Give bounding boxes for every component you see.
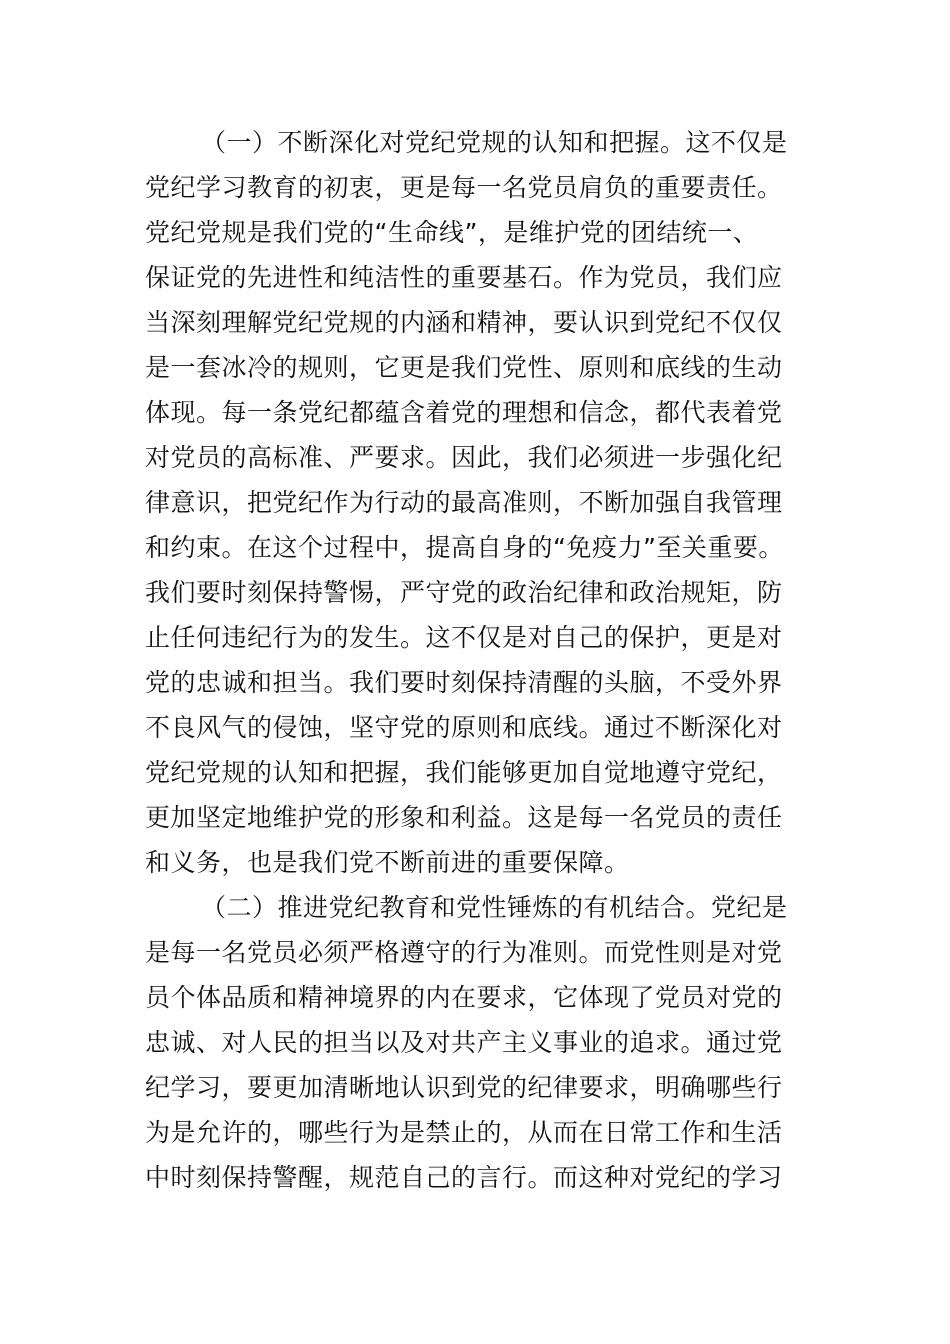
paragraph-line: 纪学习，要更加清晰地认识到党的纪律要求，明确哪些行: [145, 1073, 783, 1102]
paragraph-line: 中时刻保持警醒，规范自己的言行。而这种对党纪的学习: [145, 1163, 783, 1192]
paragraph-line: （二）推进党纪教育和党性锤炼的有机结合。党纪是: [201, 893, 788, 922]
paragraph-line: 我们要时刻保持警惕，严守党的政治纪律和政治规矩，防: [145, 578, 783, 607]
paragraph-line: 对党员的高标准、严要求。因此，我们必须进一步强化纪: [145, 443, 783, 472]
paragraph-2: [145, 885, 788, 1200]
paragraph-line: 为是允许的，哪些行为是禁止的，从而在日常工作和生活: [145, 1118, 783, 1147]
paragraph-line: 体现。每一条党纪都蕴含着党的理想和信念，都代表着党: [145, 398, 783, 427]
paragraph-line: 党纪党规的认知和把握，我们能够更加自觉地遵守党纪，: [145, 758, 783, 787]
paragraph-line: 保证党的先进性和纯洁性的重要基石。作为党员，我们应: [145, 263, 783, 292]
paragraph-line: （一）不断深化对党纪党规的认知和把握。这不仅是: [201, 128, 788, 157]
paragraph-1: [145, 120, 788, 885]
paragraph-line: 忠诚、对人民的担当以及对共产主义事业的追求。通过党: [145, 1028, 783, 1057]
paragraph-line: 律意识，把党纪作为行动的最高准则，不断加强自我管理: [145, 488, 783, 517]
document-body: [145, 120, 788, 1200]
paragraph-line: 和约束。在这个过程中，提高自身的“免疫力”至关重要。: [145, 533, 784, 562]
paragraph-line: 更加坚定地维护党的形象和利益。这是每一名党员的责任: [145, 803, 783, 832]
paragraph-line: 不良风气的侵蚀，坚守党的原则和底线。通过不断深化对: [145, 713, 783, 742]
paragraph-line: 是一套冰冷的规则，它更是我们党性、原则和底线的生动: [145, 353, 783, 382]
paragraph-line: 和义务，也是我们党不断前进的重要保障。: [145, 848, 630, 877]
paragraph-line: 党纪学习教育的初衷，更是每一名党员肩负的重要责任。: [145, 173, 783, 202]
paragraph-line: 员个体品质和精神境界的内在要求，它体现了党员对党的: [145, 983, 783, 1012]
paragraph-line: 当深刻理解党纪党规的内涵和精神，要认识到党纪不仅仅: [145, 308, 783, 337]
paragraph-line: 党纪党规是我们党的“生命线”，是维护党的团结统一、: [145, 218, 759, 247]
paragraph-line: 党的忠诚和担当。我们要时刻保持清醒的头脑，不受外界: [145, 668, 783, 697]
paragraph-line: 是每一名党员必须严格遵守的行为准则。而党性则是对党: [145, 938, 783, 967]
paragraph-line: 止任何违纪行为的发生。这不仅是对自己的保护，更是对: [145, 623, 783, 652]
